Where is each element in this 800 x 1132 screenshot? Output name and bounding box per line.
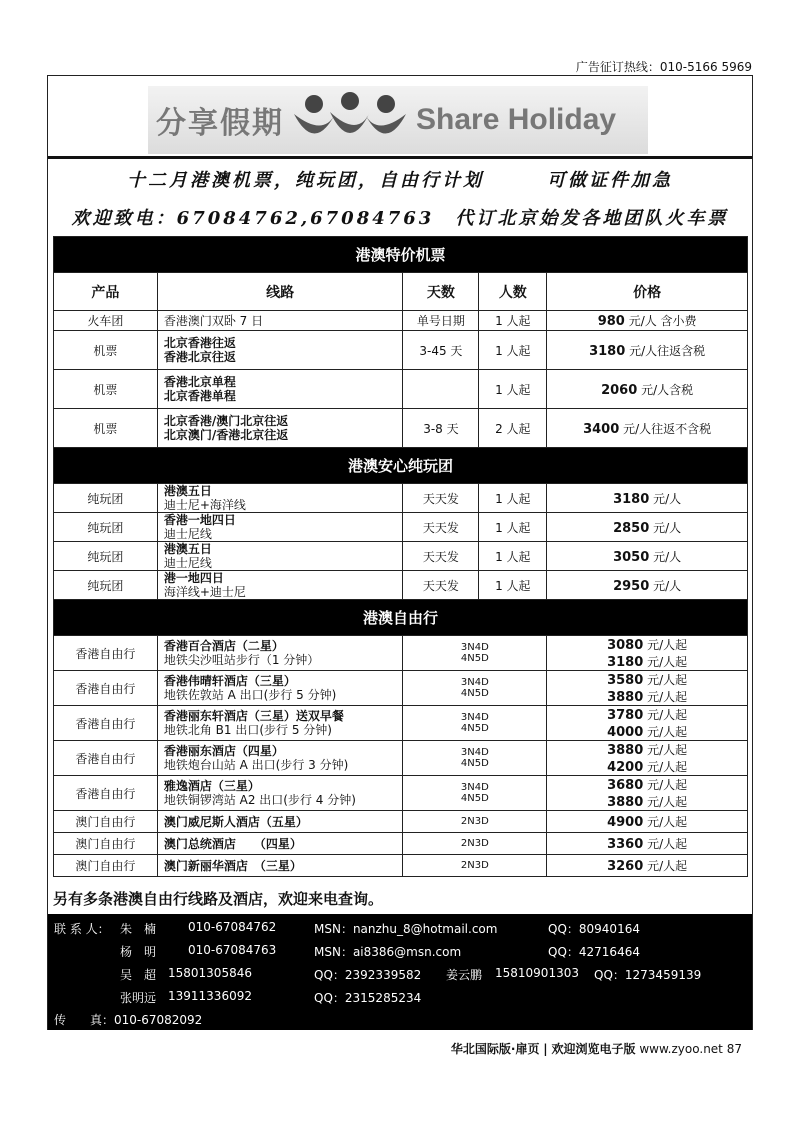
header-price: 价格 xyxy=(547,273,748,311)
table-row: 纯玩团 港澳五日 迪士尼+海洋线 天天发 1 人起 3180 元/人 xyxy=(54,484,748,513)
contact-qq: QQ：2392339582 xyxy=(314,968,422,982)
table-row: 香港自由行 香港丽东轩酒店（三星）送双早餐 地铁北角 B1 出口(步行 5 分钟) 3N4D 4N5D 3780 元/人起 4000 元/人起 xyxy=(54,706,748,741)
section-header-free-travel: 港澳自由行 xyxy=(54,600,748,636)
contact-qq: QQ：1273459139 xyxy=(594,968,702,982)
section-header-flights: 港澳特价机票 xyxy=(54,237,748,273)
logo-people-icon xyxy=(290,92,410,148)
header-product: 产品 xyxy=(54,273,158,311)
contact-name: 姜云鹏 xyxy=(446,968,483,982)
contact-qq: QQ：80940164 xyxy=(548,922,640,936)
table-row: 火车团 香港澳门双卧 7 日 单号日期 1 人起 980 元/人 含小费 xyxy=(54,311,748,331)
table-row: 香港自由行 香港百合酒店（二星） 地铁尖沙咀站步行（1 分钟） 3N4D 4N5D 3080 元/人起 3180 元/人起 xyxy=(54,636,748,671)
footer-edition: 华北国际版·扉页 xyxy=(450,1042,540,1056)
header-rule xyxy=(48,156,752,159)
table-row: 纯玩团 港一地四日 海洋线+迪士尼 天天发 1 人起 2950 元/人 xyxy=(54,571,748,600)
contact-qq: QQ：42716464 xyxy=(548,945,640,959)
logo-banner xyxy=(148,86,648,154)
table-row: 香港自由行 雅逸酒店（三星） 地铁铜锣湾站 A2 出口(步行 4 分钟) 3N4D 4N5D 3680 元/人起 3880 元/人起 xyxy=(54,776,748,811)
contact-msn: MSN：nanzhu_8@hotmail.com xyxy=(314,922,498,936)
logo-chinese: 分享假期 xyxy=(156,106,284,141)
page-number: 87 xyxy=(726,1042,742,1056)
table-row: 香港自由行 香港伟晴轩酒店（三星） 地铁佐敦站 A 出口(步行 5 分钟) 3N4D 4N5D 3580 元/人起 3880 元/人起 xyxy=(54,671,748,706)
table-row: 澳门自由行 澳门威尼斯人酒店（五星） 2N3D 4900 元/人起 xyxy=(54,811,748,833)
contact-phone: 010-67084762 xyxy=(188,920,277,934)
table-row: 澳门自由行 澳门总统酒店 （四星） 2N3D 3360 元/人起 xyxy=(54,833,748,855)
table-row: 香港自由行 香港丽东酒店（四星） 地铁炮台山站 A 出口(步行 3 分钟) 3N4D 4N5D 3880 元/人起 4200 元/人起 xyxy=(54,741,748,776)
more-routes-note: 另有多条港澳自由行线路及酒店，欢迎来电查询。 xyxy=(53,890,384,908)
contact-name: 张明远 xyxy=(120,991,157,1005)
contact-phone: 15810901303 xyxy=(495,966,579,980)
slogan-line-2: 欢迎致电：67084762,67084763 代订北京始发各地团队火车票 xyxy=(71,208,729,229)
page-footer xyxy=(451,1040,742,1057)
table-row: 机票 北京香港往返 香港北京往返 3-45 天 1 人起 3180 元/人往返含税 xyxy=(54,331,748,370)
footer-url[interactable]: www.zyoo.net xyxy=(639,1042,723,1056)
table-row: 机票 北京香港/澳门北京往返 北京澳门/香港北京往返 3-8 天 2 人起 3400 元/人往返不含税 xyxy=(54,409,748,448)
contact-qq: QQ：2315285234 xyxy=(314,991,422,1005)
contact-phone: 15801305846 xyxy=(168,966,252,980)
ad-frame xyxy=(47,75,753,1030)
slogan-line-1: 十二月港澳机票，纯玩团，自由行计划 可做证件加急 xyxy=(127,170,673,191)
contact-label: 联 系 人： xyxy=(54,922,110,936)
table-row: 纯玩团 香港一地四日 迪士尼线 天天发 1 人起 2850 元/人 xyxy=(54,513,748,542)
price-table xyxy=(53,236,748,877)
contact-name: 吴 超 xyxy=(120,968,157,982)
header-route: 线路 xyxy=(157,273,403,311)
column-headers xyxy=(54,273,748,311)
contact-panel xyxy=(48,914,752,1030)
contact-phone: 010-67084763 xyxy=(188,943,277,957)
footer-welcome: 欢迎浏览电子版 xyxy=(551,1042,636,1056)
contact-name: 朱 楠 xyxy=(120,922,157,936)
logo-english: Share Holiday xyxy=(416,103,617,136)
table-row: 纯玩团 港澳五日 迪士尼线 天天发 1 人起 3050 元/人 xyxy=(54,542,748,571)
contact-phone: 13911336092 xyxy=(168,989,252,1003)
table-row: 澳门自由行 澳门新丽华酒店 （三星） 2N3D 3260 元/人起 xyxy=(54,855,748,877)
contact-name: 杨 明 xyxy=(120,945,157,959)
section-header-tours: 港澳安心纯玩团 xyxy=(54,448,748,484)
header-days: 天数 xyxy=(403,273,479,311)
contact-fax: 传 真：010-67082092 xyxy=(54,1013,203,1027)
footer-separator: | xyxy=(543,1042,548,1056)
table-row: 机票 香港北京单程 北京香港单程 1 人起 2060 元/人含税 xyxy=(54,370,748,409)
ad-hotline: 广告征订热线：010-5166 5969 xyxy=(575,60,752,74)
header-people: 人数 xyxy=(479,273,547,311)
contact-msn: MSN：ai8386@msn.com xyxy=(314,945,462,959)
